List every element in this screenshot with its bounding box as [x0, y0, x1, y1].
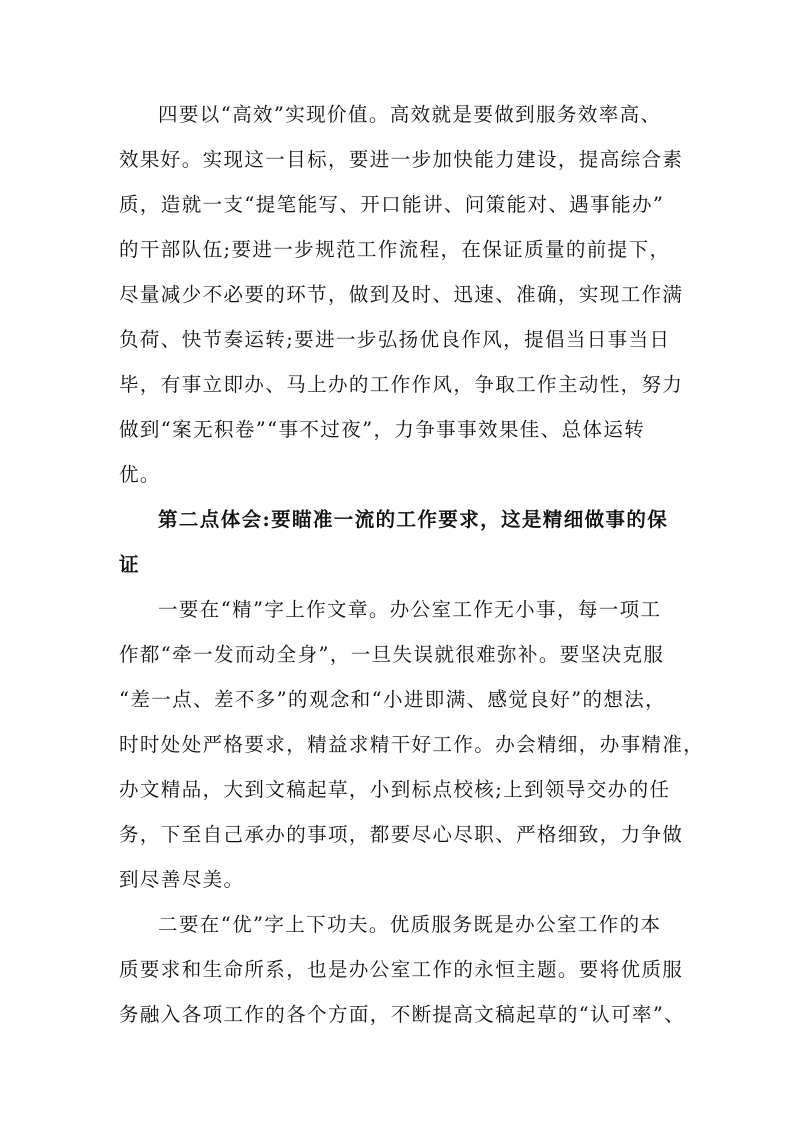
- paragraph-2-line-6: 务，下至自己承办的事项，都要尽心尽职、严格细致，力争做: [119, 823, 684, 846]
- paragraph-3-line-3: 务融入各项工作的各个方面，不断提高文稿起草的“认可率”、: [119, 1003, 686, 1026]
- paragraph-1-line-7: 毕，有事立即办、马上办的工作作风，争取工作主动性，努力: [119, 373, 684, 396]
- section-heading-line-1: 第二点体会:要瞄准一流的工作要求，这是精细做事的保: [158, 508, 669, 531]
- paragraph-1-line-8: 做到“案无积卷”“事不过夜”，力争事事效果佳、总体运转: [119, 418, 646, 441]
- paragraph-1-line-9: 优。: [119, 463, 161, 486]
- paragraph-3-line-1: 二要在“优”字上下功夫。优质服务既是办公室工作的本: [158, 913, 662, 936]
- paragraph-2-line-7: 到尽善尽美。: [119, 868, 245, 891]
- paragraph-2-line-1: 一要在“精”字上作文章。办公室工作无小事，每一项工: [158, 598, 662, 621]
- section-heading-line-2: 证: [119, 553, 140, 576]
- paragraph-2-line-3: “差一点、差不多”的观念和“小进即满、感觉良好”的想法，: [119, 688, 667, 711]
- paragraph-1-line-1: 四要以“高效”实现价值。高效就是要做到服务效率高、: [158, 103, 662, 126]
- paragraph-1-line-6: 负荷、快节奏运转;要进一步弘扬优良作风，提倡当日事当日: [119, 328, 671, 351]
- paragraph-2-line-2: 作都“牵一发而动全身”，一旦失误就很难弥补。要坚决克服: [119, 643, 665, 666]
- paragraph-1-line-2: 效果好。实现这一目标，要进一步加快能力建设，提高综合素: [119, 148, 684, 171]
- paragraph-3-line-2: 质要求和生命所系，也是办公室工作的永恒主题。要将优质服: [119, 958, 684, 981]
- paragraph-1-line-5: 尽量减少不必要的环节，做到及时、迅速、准确，实现工作满: [119, 283, 684, 306]
- paragraph-1-line-3: 质，造就一支“提笔能写、开口能讲、问策能对、遇事能办”: [119, 193, 665, 216]
- paragraph-2-line-4: 时时处处严格要求，精益求精干好工作。办会精细，办事精准，: [119, 733, 705, 756]
- paragraph-1-line-4: 的干部队伍;要进一步规范工作流程，在保证质量的前提下，: [119, 238, 671, 261]
- paragraph-2-line-5: 办文精品，大到文稿起草，小到标点校核;上到领导交办的任: [119, 778, 671, 801]
